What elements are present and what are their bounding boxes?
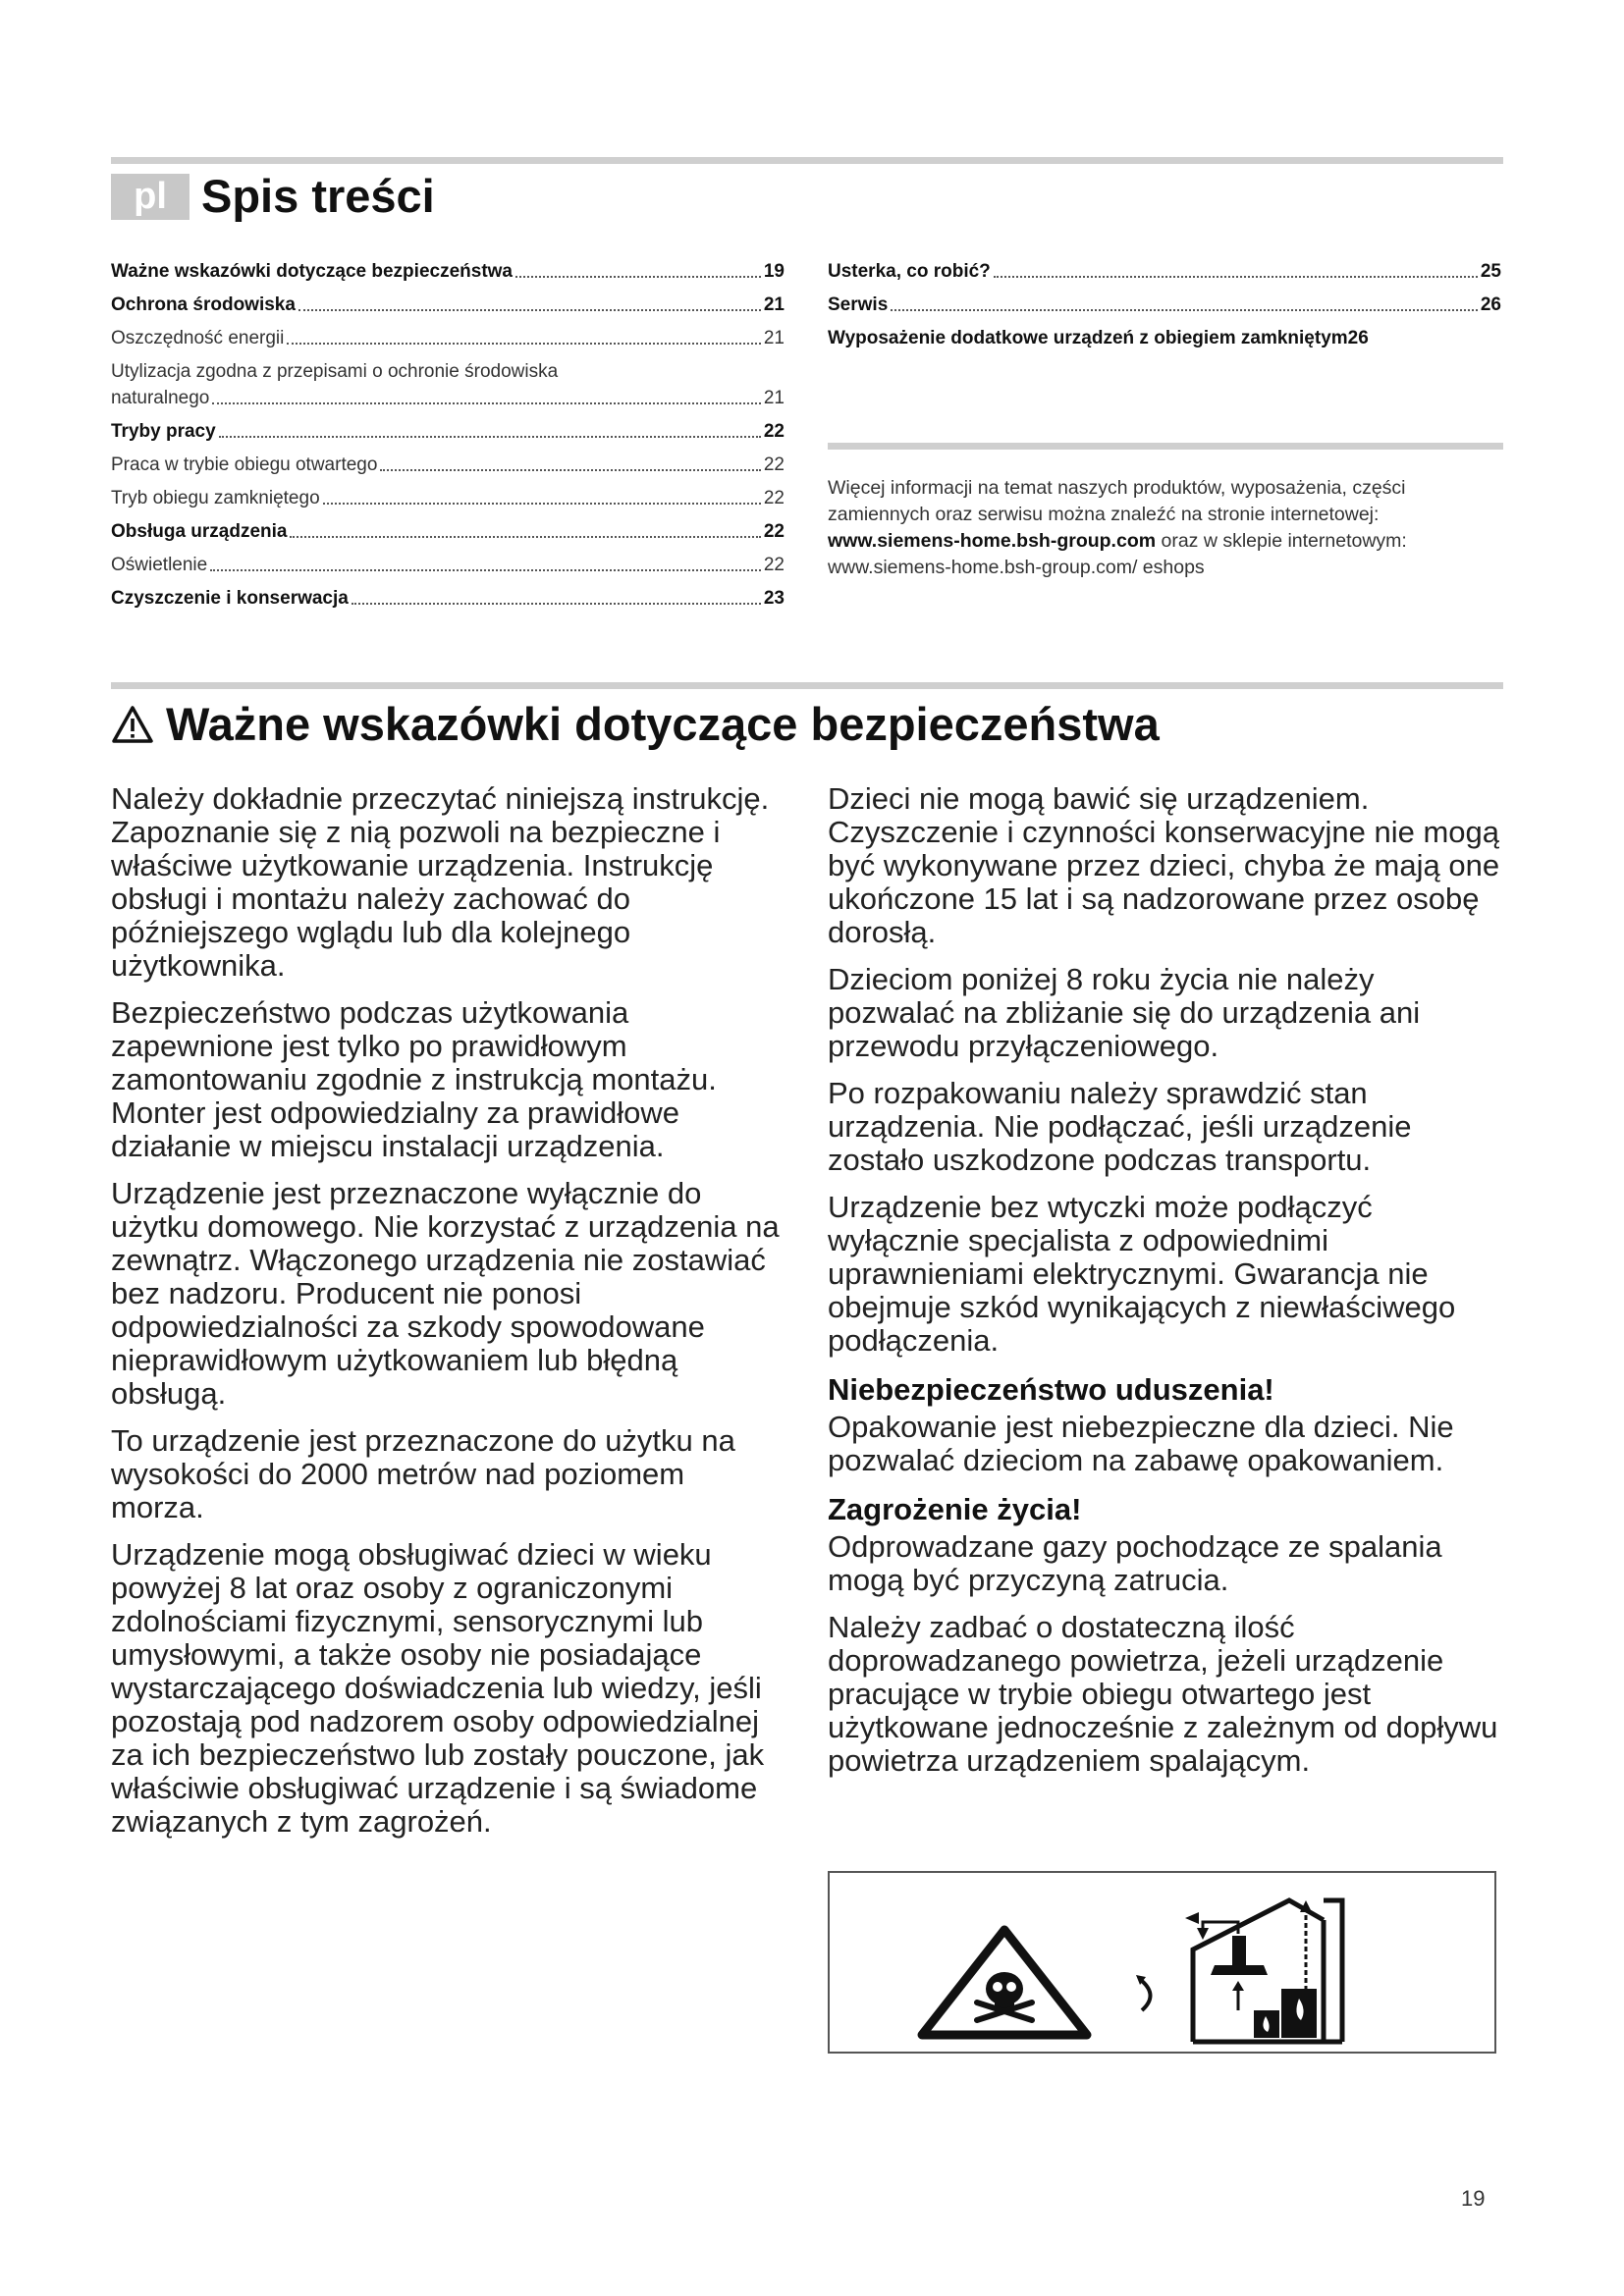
toc-entry-page: 21 — [763, 388, 785, 408]
toc-title: Spis treści — [201, 170, 435, 222]
toc-entry[interactable] — [828, 258, 1501, 285]
toc-entry[interactable] — [111, 452, 785, 478]
curved-arrow-icon — [1142, 1981, 1151, 2010]
info-rule — [828, 443, 1503, 450]
section-rule — [111, 682, 1503, 689]
toc-right-column — [828, 258, 1501, 358]
danger-heading: Zagrożenie życia! — [828, 1492, 1082, 1526]
paragraph: To urządzenie jest przeznaczone do użytku na wysokości do 2000 metrów nad poziomem morza. — [111, 1423, 735, 1524]
toc-entry-title: Oszczędność energii — [111, 328, 285, 348]
toc-entry-title: Obsługa urządzenia — [111, 521, 288, 542]
toc-entry-line2 — [111, 385, 785, 411]
toc-leader — [891, 309, 1478, 311]
toc-entry-title: Ochrona środowiska — [111, 294, 296, 315]
info-text-after: oraz w sklepie internetowym: www.siemens-home.bsh-group.com/ eshops — [828, 530, 1407, 578]
toc-entry[interactable] — [111, 258, 785, 285]
toc-leader — [352, 603, 761, 605]
poison-gas-diagram — [830, 1873, 1494, 2052]
paragraph: Dzieci nie mogą bawić się urządzeniem. Czyszczenie i czynności konserwacyjne nie mogą być wykonywane przez dzieci, chyba że mają one ukończone 15 lat i są nadzorowane przez osobę dorosłą. — [828, 781, 1500, 949]
language-badge: pl — [111, 174, 189, 220]
website-link[interactable]: www.siemens-home.bsh-group.com — [828, 530, 1157, 552]
range-hood-icon — [1211, 1936, 1268, 1975]
toc-entry[interactable] — [111, 292, 785, 318]
toc-entry-title: Praca w trybie obiegu otwartego — [111, 454, 378, 475]
warning-triangle-icon — [111, 705, 154, 744]
toc-entry[interactable] — [111, 485, 785, 511]
toc-entry-title: Ważne wskazówki dotyczące bezpieczeństwa — [111, 261, 513, 282]
toc-leader — [380, 469, 760, 471]
paragraph: Bezpieczeństwo podczas użytkowania zapewnione jest tylko po prawidłowym zamontowaniu zgodnie z instrukcją montażu. Monter jest odpowiedzialny za prawidłowe działanie w miejscu instalacji urządzenia. — [111, 995, 717, 1163]
toc-leader — [287, 343, 760, 345]
paragraph: Po rozpakowaniu należy sprawdzić stan urządzenia. Nie podłączać, jeśli urządzenie zostało uszkodzone podczas transportu. — [828, 1076, 1412, 1177]
toc-entry-title-line1: Utylizacja zgodna z przepisami o ochronie środowiska — [111, 361, 559, 382]
toc-leader — [219, 436, 761, 438]
paragraph: Urządzenie mogą obsługiwać dzieci w wieku powyżej 8 lat oraz osoby z ograniczonymi zdolnościami fizycznymi, sensorycznymi lub umysłowymi, a także osoby nie posiadające wystarczającego doświadczenia lub wiedzy, jeśli pozostają pod nadzorem osoby odpowiedzialnej za ich bezpieczeństwo lub zostały pouczone, jak właściwie obsługiwać urządzenie i są świadome związanych z tym zagrożeń. — [111, 1537, 765, 1839]
suffocation-heading: Niebezpieczeństwo uduszenia! — [828, 1372, 1274, 1407]
top-rule — [111, 157, 1503, 164]
paragraph: Dzieciom poniżej 8 roku życia nie należy pozwalać na zbliżanie się do urządzenia ani przewodu przyłączeniowego. — [828, 962, 1421, 1063]
paragraph: Opakowanie jest niebezpieczne dla dzieci. Nie pozwalać dzieciom na zabawę opakowaniem. — [828, 1410, 1454, 1477]
toc-entry-page: 21 — [763, 294, 785, 315]
toc-leader — [323, 503, 761, 505]
toc-leader — [210, 569, 761, 571]
fireplace-icon — [1254, 1989, 1317, 2038]
toc-entry-title: Usterka, co robić? — [828, 261, 991, 282]
toc-entry-page: 26 — [1347, 328, 1369, 348]
toc-leader — [298, 309, 761, 311]
safety-left-column — [111, 782, 785, 1852]
toc-entry-title: Oświetlenie — [111, 555, 208, 575]
toc-entry[interactable] — [111, 552, 785, 578]
toc-entry-page: 22 — [763, 488, 785, 508]
toc-entry-page: 22 — [763, 421, 785, 442]
toc-entry-page: 22 — [763, 454, 785, 475]
info-text-before: Więcej informacji na temat naszych produktów, wyposażenia, części zamiennych oraz serwisu można znaleźć na stronie internetowej: — [828, 477, 1406, 525]
toc-entry-page: 26 — [1480, 294, 1501, 315]
toc-entry-page: 21 — [763, 328, 785, 348]
toc-entry-title: Tryby pracy — [111, 421, 216, 442]
toc-entry-title: Tryb obiegu zamkniętego — [111, 488, 320, 508]
toc-entry-page: 19 — [763, 261, 785, 282]
toc-leader — [290, 536, 760, 538]
toc-left-column — [111, 258, 785, 618]
toc-entry[interactable] — [111, 325, 785, 351]
paragraph: Urządzenie bez wtyczki może podłączyć wyłącznie specjalista z odpowiednimi uprawnieniami elektrycznymi. Gwarancja nie obejmuje szkód wynikających z niewłaściwego podłączenia. — [828, 1190, 1456, 1358]
skull-warning-icon — [922, 1930, 1087, 2035]
paragraph: Należy zadbać o dostateczną ilość doprowadzanego powietrza, jeżeli urządzenie pracujące w trybie obiegu otwartego jest użytkowane jednocześnie z zależnym od dopływu powietrza urządzeniem spalającym. — [828, 1610, 1498, 1778]
toc-leader — [994, 276, 1478, 278]
toc-entry-title: Serwis — [828, 294, 889, 315]
toc-entry[interactable] — [828, 325, 1501, 351]
toc-entry[interactable] — [111, 418, 785, 445]
toc-entry[interactable] — [111, 585, 785, 612]
toc-entry[interactable] — [111, 518, 785, 545]
toc-entry-page: 25 — [1480, 261, 1501, 282]
safety-heading — [111, 697, 1160, 752]
toc-entry[interactable] — [111, 358, 785, 411]
page-number: 19 — [1461, 2186, 1486, 2211]
safety-right-column — [828, 782, 1501, 1791]
toc-leader — [515, 276, 761, 278]
info-text — [828, 475, 1503, 581]
toc-leader — [212, 402, 760, 404]
toc-entry-title: Czyszczenie i konserwacja — [111, 588, 349, 609]
toc-entry-page: 22 — [763, 555, 785, 575]
toc-entry[interactable] — [828, 292, 1501, 318]
safety-heading-text: Ważne wskazówki dotyczące bezpieczeństwa — [166, 698, 1160, 750]
toc-entry-page: 23 — [763, 588, 785, 609]
paragraph: Należy dokładnie przeczytać niniejszą instrukcję. Zapoznanie się z nią pozwoli na bezpieczne i właściwe użytkowanie urządzenia. Instrukcję obsługi i montażu należy zachować do późniejszego wglądu lub dla kolejnego użytkownika. — [111, 781, 770, 983]
toc-entry-title-line2: naturalnego — [111, 388, 210, 408]
poison-gas-illustration — [828, 1871, 1496, 2054]
toc-entry-title: Wyposażenie dodatkowe urządzeń z obiegiem zamkniętym — [828, 328, 1348, 348]
paragraph: Urządzenie jest przeznaczone wyłącznie do użytku domowego. Nie korzystać z urządzenia na zewnątrz. Włączonego urządzenia nie zostawiać bez nadzoru. Producent nie ponosi odpowiedzialności za szkody spowodowane nieprawidłowym użytkowaniem lub błędną obsługą. — [111, 1176, 780, 1411]
toc-entry-page: 22 — [763, 521, 785, 542]
paragraph: Odprowadzane gazy pochodzące ze spalania mogą być przyczyną zatrucia. — [828, 1529, 1442, 1597]
